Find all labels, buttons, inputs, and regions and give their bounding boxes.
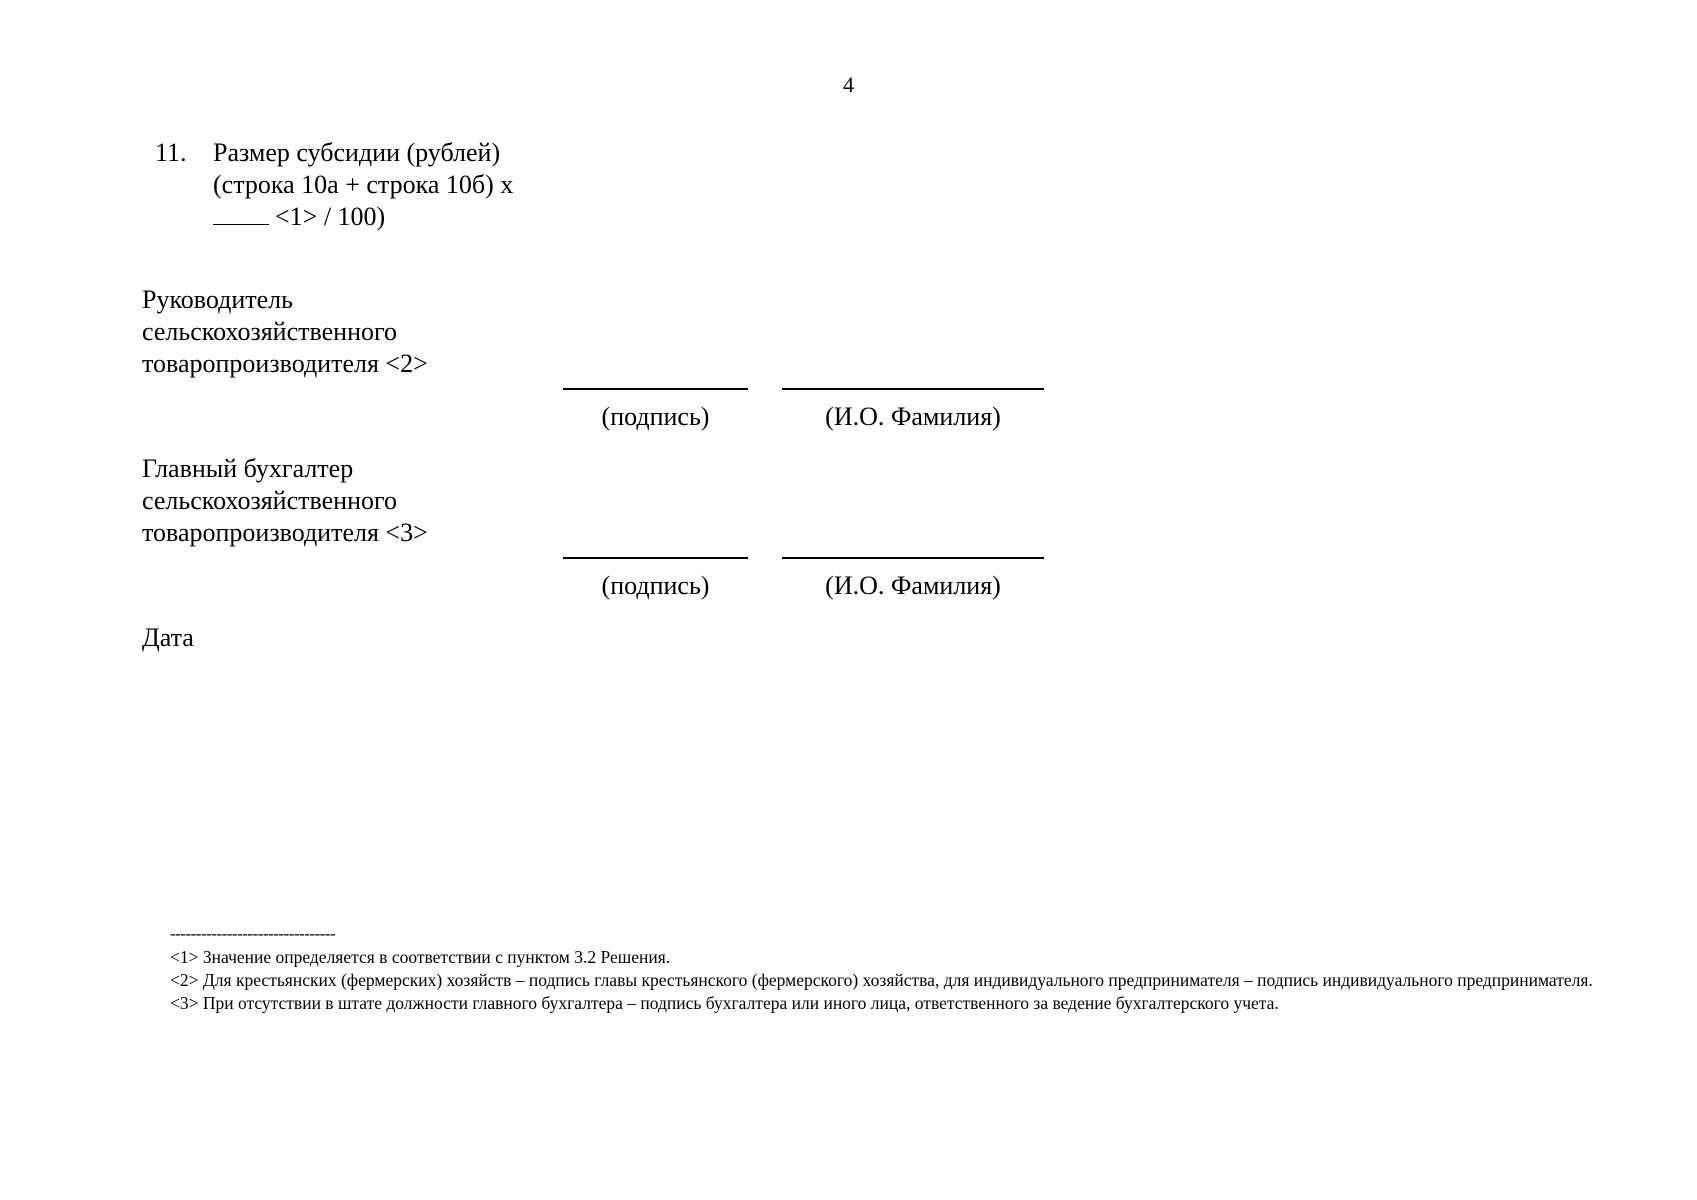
head-signature-line — [563, 388, 748, 390]
footnote-2: <2> Для крестьянских (фермерских) хозяйств – подпись главы крестьянского (фермерского) хозяйства, для индивидуального предпринимателя – подпись индивидуального предпринимателя. — [170, 970, 1593, 990]
role-line: сельскохозяйственного — [142, 317, 397, 346]
role-line: сельскохозяйственного — [142, 486, 397, 515]
item-line-2: (строка 10а + строка 10б) х — [213, 170, 514, 199]
head-name-line — [782, 388, 1044, 390]
page-number: 4 — [843, 72, 854, 97]
item-line-1: Размер субсидии (рублей) — [213, 138, 501, 167]
role-line: товаропроизводителя <3> — [142, 518, 428, 547]
footnote-3: <3> При отсутствии в штате должности главного бухгалтера – подпись бухгалтера или иного лица, ответственного за ведение бухгалтерского учета. — [170, 993, 1279, 1013]
accountant-signature-line — [563, 557, 748, 559]
head-signature-caption: (подпись) — [601, 402, 710, 431]
role-line: Главный бухгалтер — [142, 454, 354, 483]
footnote-1: <1> Значение определяется в соответствии с пунктом 3.2 Решения. — [170, 947, 671, 967]
role-line: Руководитель — [142, 285, 293, 314]
accountant-name-caption: (И.О. Фамилия) — [825, 571, 1001, 600]
date-label: Дата — [142, 623, 194, 652]
item-line-3-text: <1> / 100) — [275, 202, 386, 231]
item-number: 11. — [155, 138, 187, 167]
item-line-3 — [213, 201, 513, 233]
role-line: товаропроизводителя <2> — [142, 349, 428, 378]
footnote-separator: -------------------------------- — [170, 924, 336, 943]
head-name-caption: (И.О. Фамилия) — [825, 402, 1001, 431]
accountant-role-label — [142, 453, 428, 549]
head-role-label — [142, 284, 428, 380]
accountant-name-line — [782, 557, 1044, 559]
footnotes — [115, 946, 1595, 1015]
percent-blank-field — [213, 202, 269, 225]
item-text — [213, 137, 513, 233]
accountant-signature-caption: (подпись) — [601, 571, 710, 600]
